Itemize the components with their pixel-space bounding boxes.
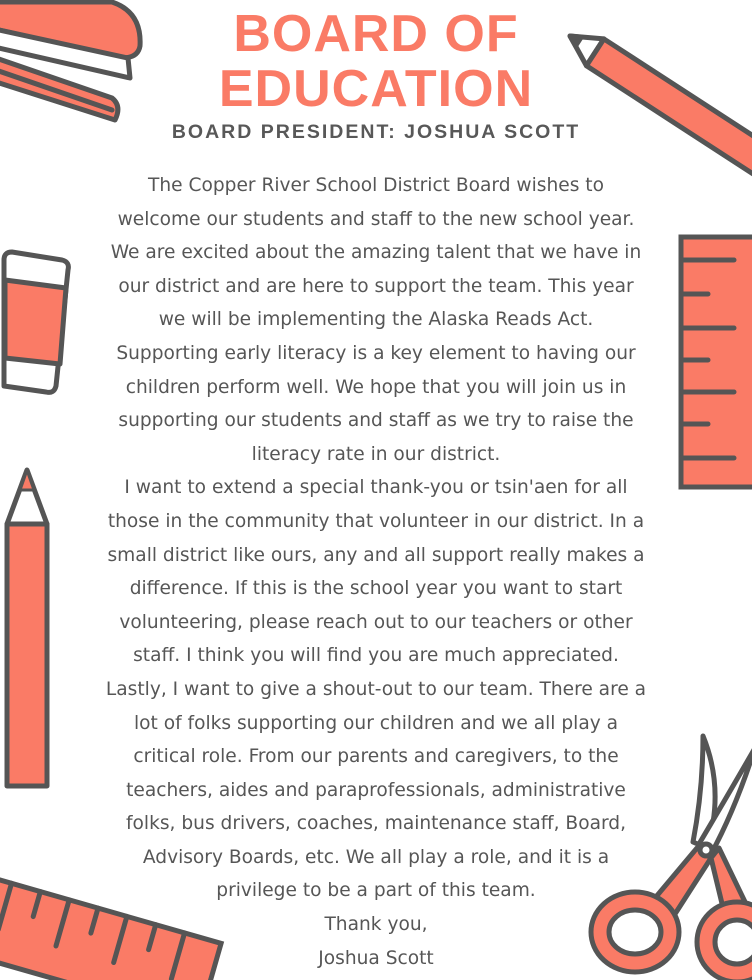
pencil-icon	[3, 466, 63, 796]
letter-line: staff. I think you will find you are much appreciated.	[133, 645, 619, 667]
letter-line: Supporting early literacy is a key element to having our	[116, 342, 636, 364]
letter-line: welcome our students and staff to the new school year.	[117, 208, 635, 230]
letter-line: our district and are here to support the team. This year	[118, 275, 634, 297]
letter-body	[60, 169, 692, 975]
letter-line: Lastly, I want to give a shout-out to our team. There are a	[105, 678, 647, 700]
letter-line: we will be implementing the Alaska Reads Act.	[158, 309, 594, 331]
letter-line: folks, bus drivers, coaches, maintenance staff, Board,	[126, 813, 626, 835]
letter-line: I want to extend a special thank-you or tsin'aen for all	[124, 477, 628, 499]
letter-line: lot of folks supporting our children and we all play a	[133, 712, 619, 734]
letter-line: privilege to be a part of this team.	[216, 880, 536, 902]
letter-line: We are excited about the amazing talent that we have in	[110, 242, 642, 264]
title-line-2: EDUCATION	[218, 60, 534, 118]
title-line-1: BOARD OF	[233, 5, 519, 63]
letter-line: critical role. From our parents and caregivers, to the	[133, 746, 619, 768]
letter-line: difference. If this is the school year you want to start	[129, 578, 623, 600]
letter-line: literacy rate in our district.	[251, 443, 501, 465]
closing-line: Thank you,	[324, 914, 428, 936]
letter-line: volunteering, please reach out to our teachers or other	[119, 611, 633, 633]
letter-line: teachers, aides and paraprofessionals, administrative	[126, 779, 626, 801]
letter-line: The Copper River School District Board wishes to	[148, 175, 604, 196]
board-president-subtitle: BOARD PRESIDENT: JOSHUA SCOTT	[171, 121, 581, 143]
letter-line: supporting our students and staff as we try to raise the	[118, 410, 634, 432]
letter-line: small district like ours, any and all support really makes a	[107, 544, 645, 566]
signature-name: Joshua Scott	[318, 947, 434, 969]
letter-line: children perform well. We hope that you will join us in	[125, 376, 627, 398]
letter-line: those in the community that volunteer in our district. In a	[107, 510, 645, 532]
letter-line: Advisory Boards, etc. We all play a role, and it is a	[142, 846, 610, 868]
